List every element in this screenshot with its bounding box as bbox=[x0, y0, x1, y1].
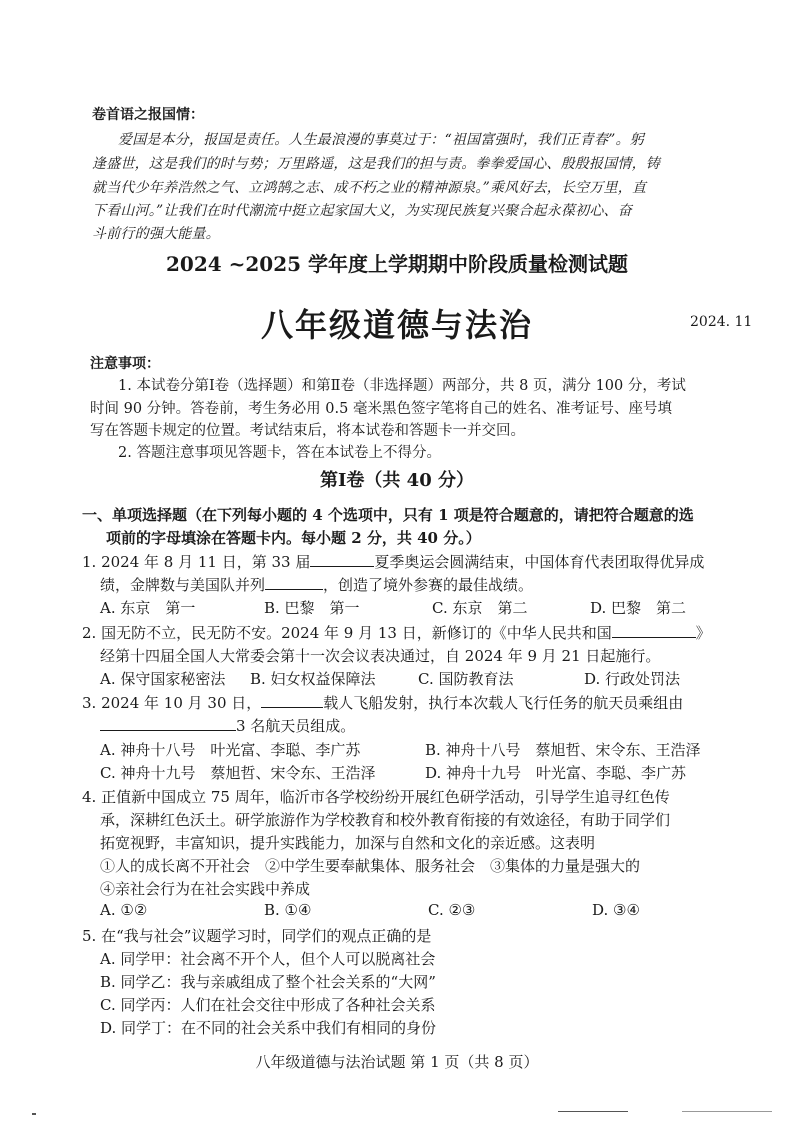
option-d: D. ③④ bbox=[592, 901, 640, 919]
option-c: C. 国防教育法 bbox=[418, 670, 514, 688]
option-c: C. 神舟十九号 蔡旭哲、宋令东、王浩泽 bbox=[100, 764, 376, 782]
option-b: B. 巴黎 第一 bbox=[264, 599, 360, 617]
section-instruction: 一、单项选择题（在下列每小题的 4 个选项中，只有 1 项是符合题意的，请把符合题意的选 bbox=[82, 506, 694, 524]
section-instruction: 项前的字母填涂在答题卡内。每小题 2 分，共 40 分。） bbox=[106, 529, 481, 547]
epigraph-line: 逢盛世，这是我们的时与势；万里路遥，这是我们的担与责。拳拳爱国心、殷殷报国情，铸 bbox=[92, 156, 660, 172]
answer-blank bbox=[612, 623, 696, 638]
question-5-stem: 5. 在“我与社会”议题学习时，同学们的观点正确的是 bbox=[82, 927, 432, 945]
page-footer: 八年级道德与法治试题 第 1 页（共 8 页） bbox=[255, 1053, 539, 1071]
option-a: A. 保守国家秘密法 bbox=[100, 670, 226, 688]
option-c: C. 同学丙：人们在社会交往中形成了各种社会关系 bbox=[100, 996, 436, 1014]
scan-artifact bbox=[682, 1111, 772, 1112]
question-2-stem: 2. 国无防不立，民无防不安。2024 年 9 月 13 日，新修订的《中华人民共和国 》 bbox=[82, 624, 711, 642]
epigraph-line: 就当代少年养浩然之气、立鸿鹄之志、成不朽之业的精神源泉。”乘风好去，长空万里，直 bbox=[92, 180, 647, 196]
question-4-statements: ①人的成长离不开社会 ②中学生要奉献集体、服务社会 ③集体的力量是强大的 bbox=[100, 857, 641, 875]
notes-line: 2. 答题注意事项见答题卡，答在本试卷上不得分。 bbox=[118, 445, 441, 461]
notes-line: 时间 90 分钟。答卷前，考生务必用 0.5 毫米黑色签字笔将自己的姓名、准考证号、座号填 bbox=[90, 401, 672, 417]
exam-date: 2024. 11 bbox=[690, 314, 753, 330]
notes-line: 写在答题卡规定的位置。考试结束后，将本试卷和答题卡一并交回。 bbox=[90, 423, 525, 439]
option-d: D. 神舟十九号 叶光富、李聪、李广苏 bbox=[425, 764, 687, 782]
epigraph-title: 卷首语之报国情： bbox=[92, 107, 204, 123]
option-d: D. 巴黎 第二 bbox=[590, 599, 687, 617]
question-1-stem: 1. 2024 年 8 月 11 日，第 33 届 夏季奥运会圆满结束，中国体育代表团取得优异成 bbox=[82, 553, 705, 571]
option-d: D. 同学丁：在不同的社会关系中我们有相同的身份 bbox=[100, 1019, 437, 1037]
option-b: B. ①④ bbox=[264, 901, 312, 919]
scan-artifact bbox=[558, 1111, 628, 1112]
epigraph-line: 下看山河。”让我们在时代潮流中挺立起家国大义，为实现民族复兴聚合起永葆初心、奋 bbox=[92, 203, 632, 219]
question-3-stem: 3 名航天员组成。 bbox=[100, 715, 355, 736]
option-b: B. 神舟十八号 蔡旭哲、宋令东、王浩泽 bbox=[425, 741, 701, 759]
notes-heading: 注意事项： bbox=[90, 356, 160, 372]
question-2-stem: 经第十四届全国人大常委会第十一次会议表决通过，自 2024 年 9 月 21 日起施行。 bbox=[100, 647, 661, 665]
section-title: 第Ⅰ卷（共 40 分） bbox=[319, 470, 474, 491]
answer-blank bbox=[100, 716, 236, 731]
scan-artifact bbox=[32, 1113, 36, 1115]
answer-blank bbox=[310, 552, 374, 567]
question-4-stem: 拓宽视野，丰富知识，提升实践能力，加深与自然和文化的亲近感。这表明 bbox=[100, 834, 596, 852]
option-a: A. ①② bbox=[100, 901, 148, 919]
answer-blank bbox=[265, 575, 323, 590]
question-4-stem: 承，深耕红色沃土。研学旅游作为学校教育和校外教育衔接的有效途径，有助于同学们 bbox=[100, 811, 671, 829]
answer-blank bbox=[261, 693, 323, 708]
question-4-stem: 4. 正值新中国成立 75 周年，临沂市各学校纷纷开展红色研学活动，引导学生追寻红色传 bbox=[82, 788, 670, 806]
option-b: B. 同学乙：我与亲戚组成了整个社会关系的“大网” bbox=[100, 973, 436, 991]
option-b: B. 妇女权益保障法 bbox=[250, 670, 376, 688]
epigraph-line: 爱国是本分，报国是责任。人生最浪漫的事莫过于：“祖国富强时，我们正青春”。躬 bbox=[118, 132, 644, 148]
option-a: A. 神舟十八号 叶光富、李聪、李广苏 bbox=[100, 741, 361, 759]
option-a: A. 东京 第一 bbox=[100, 599, 196, 617]
epigraph-line: 斗前行的强大能量。 bbox=[92, 226, 220, 242]
exam-title: 2024 ~2025 学年度上学期期中阶段质量检测试题 bbox=[165, 252, 628, 276]
option-c: C. 东京 第二 bbox=[432, 599, 528, 617]
notes-line: 1. 本试卷分第Ⅰ卷（选择题）和第Ⅱ卷（非选择题）两部分，共 8 页，满分 100 分，考试 bbox=[118, 378, 686, 394]
question-3-stem: 3. 2024 年 10 月 30 日， 载人飞船发射，执行本次载人飞行任务的航天员乘组由 bbox=[82, 694, 684, 712]
question-1-stem: 绩，金牌数与美国队并列 ，创造了境外参赛的最佳战绩。 bbox=[100, 576, 534, 594]
question-4-statements: ④亲社会行为在社会实践中养成 bbox=[100, 880, 311, 898]
option-c: C. ②③ bbox=[428, 901, 476, 919]
subject-title: 八年级道德与法治 bbox=[260, 306, 533, 344]
option-d: D. 行政处罚法 bbox=[584, 670, 681, 688]
option-a: A. 同学甲：社会离不开个人，但个人可以脱离社会 bbox=[100, 950, 436, 968]
